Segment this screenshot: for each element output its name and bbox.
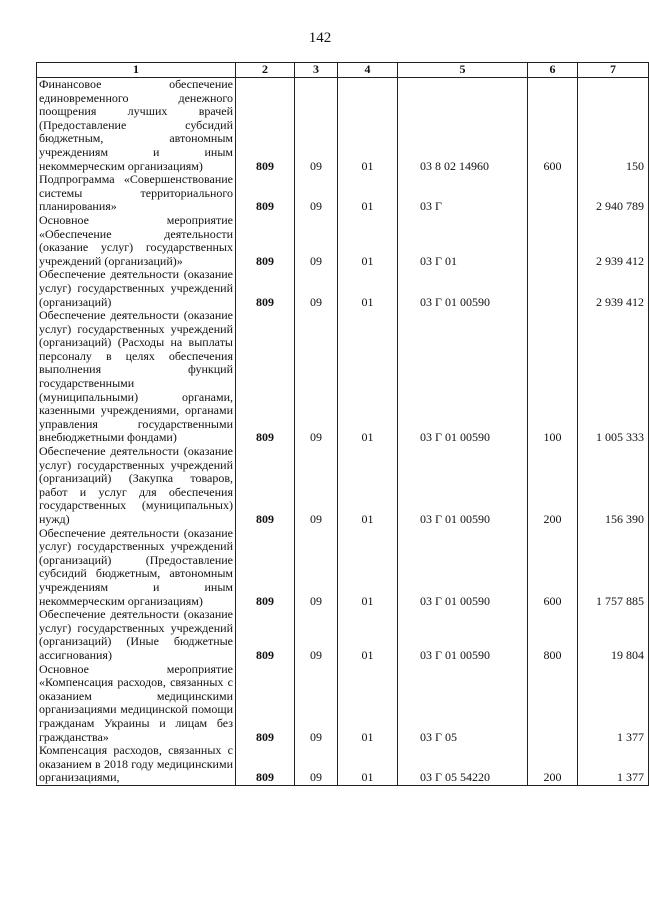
table-row: [37, 527, 649, 609]
row-amount: 2 939 412: [578, 214, 649, 268]
row-section: 09: [295, 173, 338, 214]
row-subsection: 01: [338, 744, 398, 785]
row-target-article: 03 Г 05 54220: [398, 744, 528, 785]
row-grbs: 809: [236, 309, 295, 445]
row-name: Финансовое обеспечение единовременного денежного поощрения лучших врачей (Предоставление субсидий бюджетным, автономным учреждениям и иным некоммерческим организациям): [37, 78, 236, 174]
header-col-4: 4: [338, 63, 398, 78]
budget-table: [36, 62, 649, 786]
row-target-article: 03 Г: [398, 173, 528, 214]
row-subsection: 01: [338, 608, 398, 662]
row-target-article: 03 8 02 14960: [398, 78, 528, 174]
table-row: [37, 744, 649, 785]
header-col-1: 1: [37, 63, 236, 78]
table-row: [37, 309, 649, 445]
row-section: 09: [295, 663, 338, 745]
row-section: 09: [295, 268, 338, 309]
row-target-article: 03 Г 01: [398, 214, 528, 268]
table-row: [37, 173, 649, 214]
row-amount: 1 005 333: [578, 309, 649, 445]
row-section: 09: [295, 608, 338, 662]
table-header-row: [37, 63, 649, 78]
header-col-7: 7: [578, 63, 649, 78]
row-grbs: 809: [236, 744, 295, 785]
row-expense-type: [528, 268, 578, 309]
row-amount: 2 940 789: [578, 173, 649, 214]
row-subsection: 01: [338, 309, 398, 445]
header-col-2: 2: [236, 63, 295, 78]
row-grbs: 809: [236, 608, 295, 662]
row-expense-type: 600: [528, 527, 578, 609]
table-row: [37, 608, 649, 662]
page-number: 142: [308, 30, 332, 46]
table-row: [37, 214, 649, 268]
row-expense-type: 200: [528, 744, 578, 785]
row-grbs: 809: [236, 214, 295, 268]
row-section: 09: [295, 214, 338, 268]
table-row: [37, 78, 649, 174]
row-target-article: 03 Г 01 00590: [398, 608, 528, 662]
row-grbs: 809: [236, 663, 295, 745]
row-subsection: 01: [338, 173, 398, 214]
row-amount: 1 757 885: [578, 527, 649, 609]
row-subsection: 01: [338, 663, 398, 745]
row-expense-type: [528, 173, 578, 214]
row-subsection: 01: [338, 527, 398, 609]
row-name: Подпрограмма «Совершенствование системы территориального планирования»: [37, 173, 236, 214]
row-expense-type: 100: [528, 309, 578, 445]
row-section: 09: [295, 78, 338, 174]
row-name: Обеспечение деятельности (оказание услуг) государственных учреждений (организаций) (Предоставление субсидий бюджетным, автономным учреждениям и иным некоммерческим организациям): [37, 527, 236, 609]
row-amount: 19 804: [578, 608, 649, 662]
row-subsection: 01: [338, 268, 398, 309]
row-expense-type: 800: [528, 608, 578, 662]
row-name: Основное мероприятие «Компенсация расходов, связанных с оказанием медицинскими организациями медицинской помощи гражданам Украины и лицам без гражданства»: [37, 663, 236, 745]
header-col-3: 3: [295, 63, 338, 78]
row-name: Обеспечение деятельности (оказание услуг) государственных учреждений (организаций): [37, 268, 236, 309]
table-row: [37, 268, 649, 309]
row-expense-type: 200: [528, 445, 578, 527]
row-expense-type: [528, 663, 578, 745]
row-section: 09: [295, 445, 338, 527]
row-amount: 156 390: [578, 445, 649, 527]
header-col-5: 5: [398, 63, 528, 78]
row-target-article: 03 Г 01 00590: [398, 309, 528, 445]
row-name: Обеспечение деятельности (оказание услуг) государственных учреждений (организаций) (Иные бюджетные ассигнования): [37, 608, 236, 662]
table-row: [37, 663, 649, 745]
row-amount: 150: [578, 78, 649, 174]
header-col-6: 6: [528, 63, 578, 78]
row-target-article: 03 Г 01 00590: [398, 445, 528, 527]
row-section: 09: [295, 744, 338, 785]
row-name: Обеспечение деятельности (оказание услуг) государственных учреждений (организаций) (Расходы на выплаты персоналу в целях обеспечения выполнения функций государственными (муниципальными) органами, казенными учреждениями, органами управления государственными внебюджетными фондами): [37, 309, 236, 445]
row-expense-type: [528, 214, 578, 268]
row-name: Компенсация расходов, связанных с оказанием в 2018 году медицинскими организациями,: [37, 744, 236, 785]
row-target-article: 03 Г 05: [398, 663, 528, 745]
row-grbs: 809: [236, 268, 295, 309]
row-name: Основное мероприятие «Обеспечение деятельности (оказание услуг) государственных учреждений (организаций)»: [37, 214, 236, 268]
row-grbs: 809: [236, 173, 295, 214]
row-amount: 1 377: [578, 744, 649, 785]
table-row: [37, 445, 649, 527]
row-target-article: 03 Г 01 00590: [398, 527, 528, 609]
row-grbs: 809: [236, 445, 295, 527]
row-section: 09: [295, 309, 338, 445]
row-expense-type: 600: [528, 78, 578, 174]
row-name: Обеспечение деятельности (оказание услуг) государственных учреждений (организаций) (Закупка товаров, работ и услуг для обеспечения государственных (муниципальных) нужд): [37, 445, 236, 527]
row-subsection: 01: [338, 214, 398, 268]
row-grbs: 809: [236, 527, 295, 609]
row-section: 09: [295, 527, 338, 609]
row-grbs: 809: [236, 78, 295, 174]
row-target-article: 03 Г 01 00590: [398, 268, 528, 309]
row-amount: 2 939 412: [578, 268, 649, 309]
row-amount: 1 377: [578, 663, 649, 745]
row-subsection: 01: [338, 78, 398, 174]
row-subsection: 01: [338, 445, 398, 527]
